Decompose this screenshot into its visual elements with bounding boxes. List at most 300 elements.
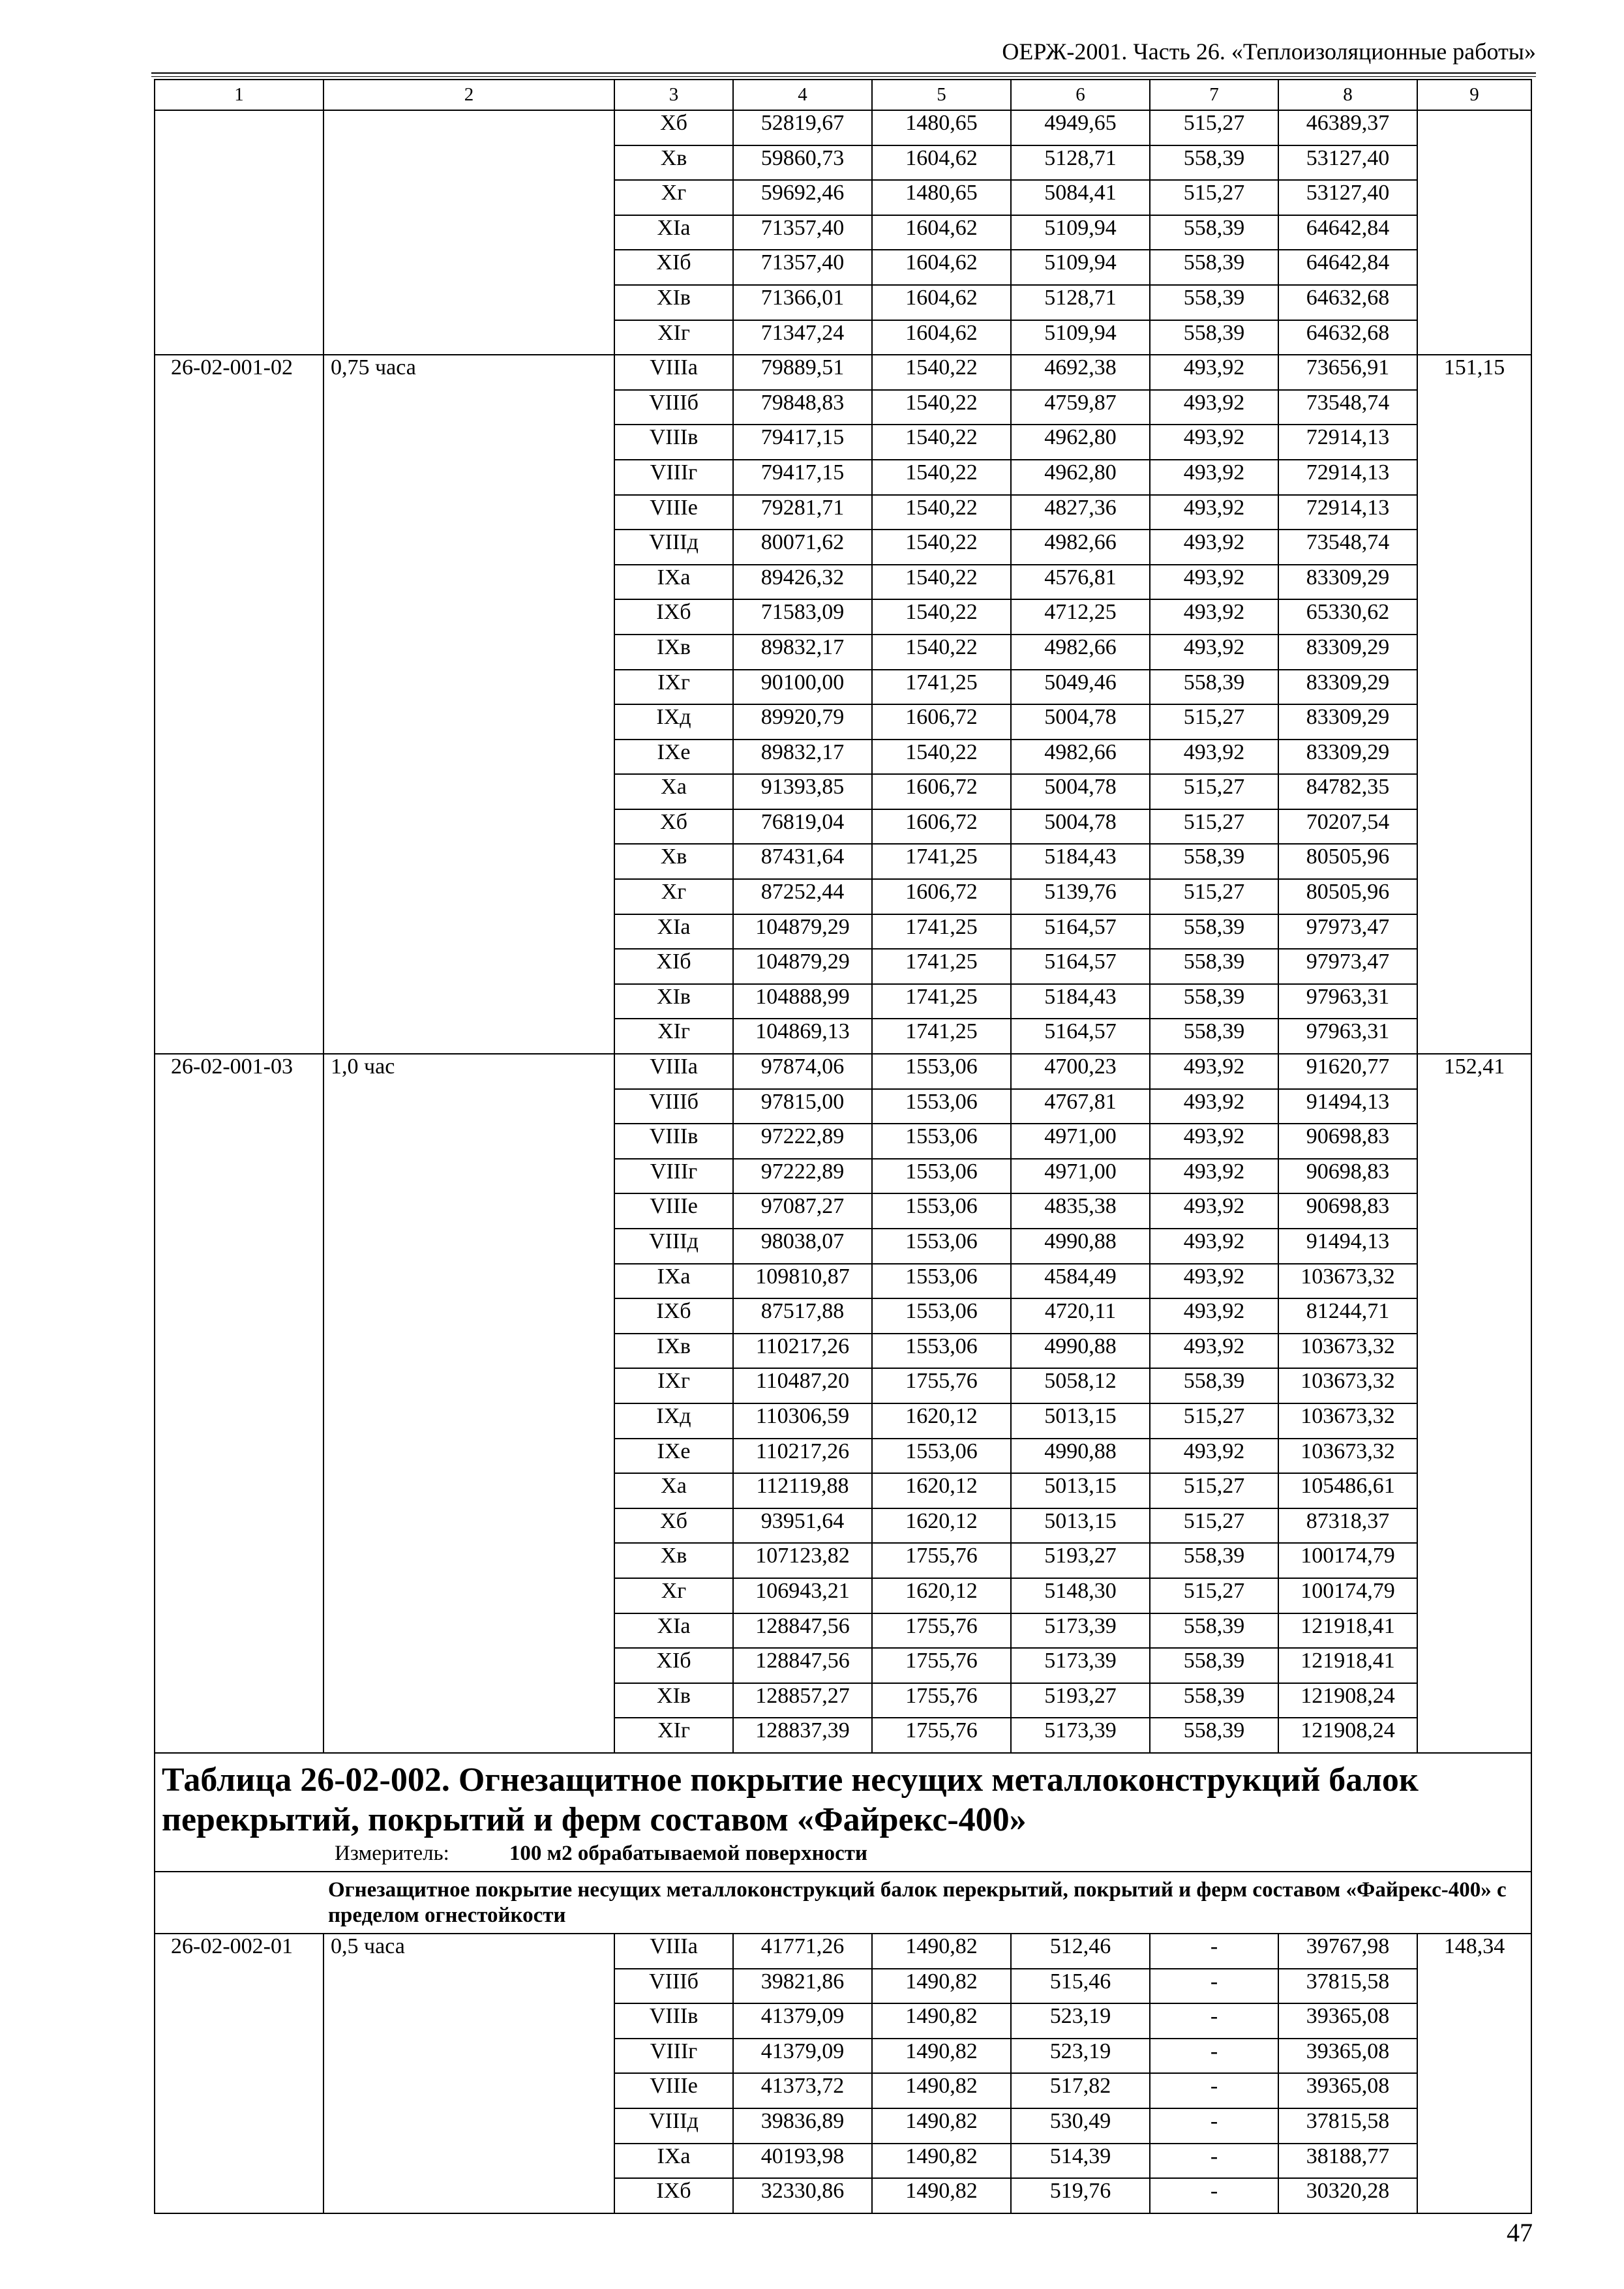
cell-resource-class: ХIб [614,949,733,984]
cell-materials: 91494,13 [1278,1089,1417,1124]
cell-machine-operation: 5193,27 [1011,1543,1150,1578]
table-description: Огнезащитное покрытие несущих металлоконструкций балок перекрытий, покрытий и ферм составом «Файрекс-400» с пределом огнестойкости [328,1878,1507,1928]
cell-direct-costs: 79417,15 [733,425,872,460]
cell-direct-costs: 71357,40 [733,215,872,250]
cell-machinists-wages: 515,27 [1150,704,1278,740]
cell-machinists-wages: 493,92 [1150,1193,1278,1229]
cell-direct-costs: 109810,87 [733,1264,872,1299]
cell-labor-wages: 1553,06 [872,1054,1011,1089]
cell-labor-wages: 1606,72 [872,879,1011,914]
column-number: 3 [614,80,733,110]
cell-machinists-wages: 515,27 [1150,110,1278,145]
cell-machinists-wages: 558,39 [1150,1718,1278,1753]
cell-resource-class: ХIа [614,914,733,950]
cell-labor-wages: 1620,12 [872,1508,1011,1544]
cell-labor-wages: 1741,25 [872,670,1011,705]
cell-direct-costs: 41373,72 [733,2073,872,2108]
cell-resource-class: VIIIе [614,495,733,530]
cell-resource-class: VIIIв [614,1124,733,1159]
cell-machine-operation: 515,46 [1011,1969,1150,2004]
cell-machine-operation: 4759,87 [1011,390,1150,425]
cell-direct-costs: 89426,32 [733,565,872,600]
table-row [155,1934,1531,1969]
cell-materials: 103673,32 [1278,1334,1417,1369]
cell-machinists-wages: 493,92 [1150,635,1278,670]
cell-resource-class: VIIIг [614,2039,733,2074]
cell-resource-class: VIIIб [614,1969,733,2004]
cell-materials: 90698,83 [1278,1124,1417,1159]
cell-machinists-wages: 558,39 [1150,1683,1278,1718]
cell-labor-wages: 1755,76 [872,1613,1011,1649]
cell-direct-costs: 87252,44 [733,879,872,914]
cell-machine-operation: 5004,78 [1011,704,1150,740]
cell-machine-operation: 5128,71 [1011,285,1150,320]
cell-labor-wages: 1604,62 [872,215,1011,250]
cell-duration: 0,75 часа [323,355,614,1054]
cell-materials: 81244,71 [1278,1298,1417,1334]
cell-machinists-wages: 558,39 [1150,145,1278,181]
cell-materials: 72914,13 [1278,425,1417,460]
cell-materials: 73656,91 [1278,355,1417,390]
cell-direct-costs: 107123,82 [733,1543,872,1578]
cell-machine-operation: 519,76 [1011,2178,1150,2213]
cell-machinists-wages: 515,27 [1150,1508,1278,1544]
table-row [155,355,1531,390]
cell-labor-wages: 1741,25 [872,1019,1011,1054]
cell-labor-wages: 1540,22 [872,599,1011,635]
cell-code-empty [155,110,323,355]
cell-materials: 80505,96 [1278,879,1417,914]
table-description-cell [155,1872,1531,1934]
cell-machine-operation: 5173,39 [1011,1648,1150,1683]
cell-direct-costs: 40193,98 [733,2144,872,2179]
cell-labor-wages: 1620,12 [872,1473,1011,1508]
cell-materials: 73548,74 [1278,390,1417,425]
cell-machinists-wages: 558,39 [1150,949,1278,984]
cell-materials: 83309,29 [1278,704,1417,740]
cell-direct-costs: 89832,17 [733,740,872,775]
cell-labor-costs: 148,34 [1417,1934,1531,2213]
cell-materials: 73548,74 [1278,530,1417,565]
cell-labor-wages: 1741,25 [872,949,1011,984]
cell-materials: 64642,84 [1278,250,1417,285]
cell-resource-class: IХе [614,1439,733,1474]
cell-resource-class: ХIв [614,984,733,1019]
cell-labor-wages: 1755,76 [872,1648,1011,1683]
cell-resource-class: VIIIб [614,1089,733,1124]
cell-machine-operation: 4990,88 [1011,1334,1150,1369]
cell-resource-class: Хв [614,145,733,181]
measure-label: Измеритель: [335,1841,449,1865]
cell-labor-costs: 151,15 [1417,355,1531,1054]
cell-machinists-wages: 558,39 [1150,1543,1278,1578]
table-row [155,110,1531,145]
cell-materials: 103673,32 [1278,1264,1417,1299]
cell-machine-operation: 5193,27 [1011,1683,1150,1718]
cell-machinists-wages: 493,92 [1150,599,1278,635]
table-description-row [155,1872,1531,1934]
cell-labor-wages: 1490,82 [872,1969,1011,2004]
cell-materials: 37815,58 [1278,1969,1417,2004]
cell-resource-class: VIIIв [614,2003,733,2039]
cell-labor-wages: 1540,22 [872,355,1011,390]
cell-materials: 103673,32 [1278,1439,1417,1474]
cell-labor-wages: 1490,82 [872,2003,1011,2039]
cell-direct-costs: 97874,06 [733,1054,872,1089]
cell-resource-class: VIIIа [614,1934,733,1969]
cell-direct-costs: 87431,64 [733,844,872,879]
cell-machine-operation: 523,19 [1011,2039,1150,2074]
cell-materials: 100174,79 [1278,1578,1417,1613]
cell-direct-costs: 110487,20 [733,1368,872,1403]
cell-resource-class: Хг [614,879,733,914]
cell-resource-class: ХIа [614,1613,733,1649]
cell-labor-empty [1417,110,1531,355]
running-header: ОЕРЖ-2001. Часть 26. «Теплоизоляционные работы» [1002,38,1536,65]
cell-duration: 1,0 час [323,1054,614,1753]
column-number: 8 [1278,80,1417,110]
cell-machinists-wages: 493,92 [1150,425,1278,460]
cell-materials: 80505,96 [1278,844,1417,879]
cell-machine-operation: 5139,76 [1011,879,1150,914]
cell-labor-wages: 1540,22 [872,425,1011,460]
cell-machinists-wages: 515,27 [1150,774,1278,809]
cell-machinists-wages: - [1150,2073,1278,2108]
cell-labor-wages: 1540,22 [872,565,1011,600]
cell-machine-operation: 5164,57 [1011,949,1150,984]
cell-machine-operation: 4700,23 [1011,1054,1150,1089]
cell-materials: 39767,98 [1278,1934,1417,1969]
cell-machine-operation: 5058,12 [1011,1368,1150,1403]
cell-resource-class: Ха [614,1473,733,1508]
cell-materials: 97973,47 [1278,914,1417,950]
cell-machinists-wages: 493,92 [1150,460,1278,495]
cell-labor-wages: 1490,82 [872,2144,1011,2179]
cell-machinists-wages: 558,39 [1150,250,1278,285]
cell-direct-costs: 80071,62 [733,530,872,565]
cell-materials: 97963,31 [1278,1019,1417,1054]
cell-machinists-wages: 493,92 [1150,530,1278,565]
cell-materials: 97963,31 [1278,984,1417,1019]
cell-resource-class: IХб [614,2178,733,2213]
cell-labor-wages: 1553,06 [872,1298,1011,1334]
cell-machine-operation: 5013,15 [1011,1473,1150,1508]
cell-labor-costs: 152,41 [1417,1054,1531,1753]
cell-resource-class: IХд [614,704,733,740]
cell-labor-wages: 1553,06 [872,1229,1011,1264]
cell-materials: 90698,83 [1278,1193,1417,1229]
cell-machinists-wages: 515,27 [1150,1578,1278,1613]
cell-machine-operation: 4982,66 [1011,530,1150,565]
cell-resource-class: IХг [614,670,733,705]
cell-machine-operation: 4827,36 [1011,495,1150,530]
cell-duration: 0,5 часа [323,1934,614,2213]
cell-labor-wages: 1540,22 [872,530,1011,565]
cell-resource-class: VIIIе [614,2073,733,2108]
cell-direct-costs: 128847,56 [733,1648,872,1683]
cell-machinists-wages: 493,92 [1150,355,1278,390]
cell-materials: 105486,61 [1278,1473,1417,1508]
cell-machinists-wages: - [1150,2003,1278,2039]
cell-resource-class: IХа [614,565,733,600]
cell-machine-operation: 4990,88 [1011,1439,1150,1474]
cell-machine-operation: 4576,81 [1011,565,1150,600]
cell-direct-costs: 71366,01 [733,285,872,320]
cell-materials: 83309,29 [1278,635,1417,670]
cell-resource-class: VIIIа [614,355,733,390]
cell-machinists-wages: 493,92 [1150,390,1278,425]
cell-labor-wages: 1604,62 [872,285,1011,320]
cell-machine-operation: 517,82 [1011,2073,1150,2108]
cell-materials: 91620,77 [1278,1054,1417,1089]
cell-machine-operation: 4692,38 [1011,355,1150,390]
cell-machine-operation: 4982,66 [1011,635,1150,670]
cell-machinists-wages: 493,92 [1150,1229,1278,1264]
cell-machinists-wages: - [1150,2144,1278,2179]
cell-resource-class: Хв [614,844,733,879]
cell-labor-wages: 1540,22 [872,460,1011,495]
column-number: 9 [1417,80,1531,110]
measure-line [162,1840,1524,1871]
cell-machine-operation: 5013,15 [1011,1403,1150,1439]
cell-resource-class: Хб [614,110,733,145]
cell-labor-wages: 1490,82 [872,2178,1011,2213]
cell-direct-costs: 89832,17 [733,635,872,670]
page-number: 47 [1507,2218,1533,2247]
cell-machine-operation: 4584,49 [1011,1264,1150,1299]
cell-resource-class: IХв [614,1334,733,1369]
cell-resource-class: IХе [614,740,733,775]
cell-machine-operation: 530,49 [1011,2108,1150,2144]
cell-labor-wages: 1755,76 [872,1368,1011,1403]
cell-machine-operation: 5004,78 [1011,774,1150,809]
cell-materials: 72914,13 [1278,460,1417,495]
cell-labor-wages: 1620,12 [872,1578,1011,1613]
cell-machine-operation: 5184,43 [1011,844,1150,879]
cell-materials: 39365,08 [1278,2003,1417,2039]
cell-resource-class: VIIIд [614,2108,733,2144]
cell-materials: 103673,32 [1278,1403,1417,1439]
cell-direct-costs: 87517,88 [733,1298,872,1334]
cell-direct-costs: 93951,64 [733,1508,872,1544]
cell-machinists-wages: 493,92 [1150,1264,1278,1299]
cell-direct-costs: 90100,00 [733,670,872,705]
cell-labor-wages: 1540,22 [872,390,1011,425]
cell-direct-costs: 89920,79 [733,704,872,740]
cell-resource-class: ХIв [614,285,733,320]
cell-direct-costs: 112119,88 [733,1473,872,1508]
cell-labor-wages: 1540,22 [872,740,1011,775]
cell-machinists-wages: 515,27 [1150,1473,1278,1508]
cell-resource-class: ХIг [614,1718,733,1753]
cell-machinists-wages: 558,39 [1150,1613,1278,1649]
cell-labor-wages: 1490,82 [872,1934,1011,1969]
cell-labor-wages: 1553,06 [872,1334,1011,1369]
cell-direct-costs: 110306,59 [733,1403,872,1439]
column-number: 6 [1011,80,1150,110]
cell-machinists-wages: 558,39 [1150,670,1278,705]
cell-labor-wages: 1480,65 [872,110,1011,145]
cell-machinists-wages: 558,39 [1150,1648,1278,1683]
cell-machine-operation: 4971,00 [1011,1159,1150,1194]
cell-machinists-wages: 493,92 [1150,1124,1278,1159]
cell-direct-costs: 71357,40 [733,250,872,285]
cell-direct-costs: 97815,00 [733,1089,872,1124]
cell-direct-costs: 41771,26 [733,1934,872,1969]
cell-machine-operation: 5184,43 [1011,984,1150,1019]
cell-direct-costs: 128857,27 [733,1683,872,1718]
cell-direct-costs: 104879,29 [733,914,872,950]
cell-direct-costs: 79281,71 [733,495,872,530]
header-rule-thin [151,76,1536,77]
cell-machinists-wages: 558,39 [1150,1368,1278,1403]
column-number: 7 [1150,80,1278,110]
cell-machine-operation: 5148,30 [1011,1578,1150,1613]
cell-machinists-wages: - [1150,1969,1278,2004]
cell-materials: 91494,13 [1278,1229,1417,1264]
cell-resource-class: VIIIв [614,425,733,460]
cell-machine-operation: 5109,94 [1011,215,1150,250]
cell-machine-operation: 4720,11 [1011,1298,1150,1334]
cell-materials: 87318,37 [1278,1508,1417,1544]
cell-machinists-wages: 558,39 [1150,285,1278,320]
cell-materials: 103673,32 [1278,1368,1417,1403]
cell-labor-wages: 1741,25 [872,984,1011,1019]
cell-direct-costs: 128837,39 [733,1718,872,1753]
cell-materials: 70207,54 [1278,809,1417,845]
cell-labor-wages: 1755,76 [872,1718,1011,1753]
cell-labor-wages: 1490,82 [872,2073,1011,2108]
column-number: 5 [872,80,1011,110]
column-number: 1 [155,80,323,110]
cell-machine-operation: 5173,39 [1011,1718,1150,1753]
cell-materials: 90698,83 [1278,1159,1417,1194]
cell-resource-class: VIIIб [614,390,733,425]
cell-direct-costs: 52819,67 [733,110,872,145]
cell-labor-wages: 1606,72 [872,809,1011,845]
cell-machine-operation: 4971,00 [1011,1124,1150,1159]
cell-materials: 121908,24 [1278,1718,1417,1753]
cell-machinists-wages: 558,39 [1150,320,1278,355]
cell-machine-operation: 4767,81 [1011,1089,1150,1124]
cell-machine-operation: 5049,46 [1011,670,1150,705]
cell-machine-operation: 5004,78 [1011,809,1150,845]
table-title: Таблица 26-02-002. Огнезащитное покрытие несущих металлоконструкций балок перекрытий, покрытий и ферм составом «Файрекс-400» [162,1761,1419,1839]
cell-materials: 84782,35 [1278,774,1417,809]
cell-direct-costs: 39836,89 [733,2108,872,2144]
cell-machine-operation: 523,19 [1011,2003,1150,2039]
cell-rate-code: 26-02-001-03 [155,1054,323,1753]
cell-materials: 83309,29 [1278,565,1417,600]
cell-resource-class: Хб [614,1508,733,1544]
cell-labor-wages: 1553,06 [872,1439,1011,1474]
cell-materials: 121908,24 [1278,1683,1417,1718]
cell-machinists-wages: - [1150,2178,1278,2213]
cell-labor-wages: 1604,62 [872,250,1011,285]
cell-resource-class: ХIа [614,215,733,250]
table-title-row [155,1753,1531,1872]
cell-materials: 37815,58 [1278,2108,1417,2144]
cell-direct-costs: 41379,09 [733,2039,872,2074]
cell-labor-wages: 1480,65 [872,180,1011,215]
cell-machine-operation: 4962,80 [1011,425,1150,460]
cell-resource-class: VIIIд [614,530,733,565]
cell-machinists-wages: 493,92 [1150,1439,1278,1474]
cell-labor-wages: 1604,62 [872,320,1011,355]
cell-direct-costs: 110217,26 [733,1439,872,1474]
cell-resource-class: VIIIг [614,460,733,495]
cell-labor-wages: 1553,06 [872,1264,1011,1299]
cell-direct-costs: 32330,86 [733,2178,872,2213]
cell-machine-operation: 5109,94 [1011,320,1150,355]
cell-machinists-wages: 493,92 [1150,565,1278,600]
cell-direct-costs: 97222,89 [733,1159,872,1194]
cell-labor-wages: 1553,06 [872,1089,1011,1124]
cell-resource-class: VIIIд [614,1229,733,1264]
cell-labor-wages: 1620,12 [872,1403,1011,1439]
rates-table [154,79,1532,2214]
cell-materials: 72914,13 [1278,495,1417,530]
cell-rate-code: 26-02-001-02 [155,355,323,1054]
cell-materials: 97973,47 [1278,949,1417,984]
cell-machine-operation: 5013,15 [1011,1508,1150,1544]
cell-machine-operation: 5164,57 [1011,914,1150,950]
cell-machinists-wages: 558,39 [1150,215,1278,250]
cell-resource-class: ХIб [614,250,733,285]
cell-labor-wages: 1741,25 [872,844,1011,879]
cell-labor-wages: 1606,72 [872,774,1011,809]
cell-labor-wages: 1540,22 [872,635,1011,670]
cell-materials: 30320,28 [1278,2178,1417,2213]
column-number: 2 [323,80,614,110]
cell-machine-operation: 4990,88 [1011,1229,1150,1264]
cell-resource-class: IХд [614,1403,733,1439]
cell-machinists-wages: 493,92 [1150,1334,1278,1369]
cell-resource-class: IХв [614,635,733,670]
cell-machinists-wages: 558,39 [1150,1019,1278,1054]
cell-machinists-wages: 558,39 [1150,844,1278,879]
cell-resource-class: Хг [614,1578,733,1613]
cell-machine-operation: 5084,41 [1011,180,1150,215]
cell-direct-costs: 76819,04 [733,809,872,845]
cell-direct-costs: 128847,56 [733,1613,872,1649]
cell-machine-operation: 4835,38 [1011,1193,1150,1229]
cell-materials: 38188,77 [1278,2144,1417,2179]
cell-materials: 121918,41 [1278,1613,1417,1649]
cell-direct-costs: 79848,83 [733,390,872,425]
cell-materials: 64642,84 [1278,215,1417,250]
cell-resource-class: Хг [614,180,733,215]
cell-direct-costs: 39821,86 [733,1969,872,2004]
column-number-row [155,80,1531,110]
cell-machinists-wages: 493,92 [1150,1159,1278,1194]
cell-direct-costs: 104869,13 [733,1019,872,1054]
cell-labor-wages: 1490,82 [872,2108,1011,2144]
cell-machine-operation: 4982,66 [1011,740,1150,775]
cell-labor-wages: 1741,25 [872,914,1011,950]
cell-machinists-wages: 493,92 [1150,740,1278,775]
cell-machinists-wages: 493,92 [1150,1089,1278,1124]
cell-direct-costs: 41379,09 [733,2003,872,2039]
cell-machinists-wages: 493,92 [1150,1298,1278,1334]
cell-machinists-wages: 515,27 [1150,809,1278,845]
cell-machinists-wages: - [1150,1934,1278,1969]
cell-resource-class: IХб [614,1298,733,1334]
cell-materials: 65330,62 [1278,599,1417,635]
cell-machine-operation: 5173,39 [1011,1613,1150,1649]
cell-direct-costs: 79889,51 [733,355,872,390]
cell-labor-wages: 1553,06 [872,1124,1011,1159]
